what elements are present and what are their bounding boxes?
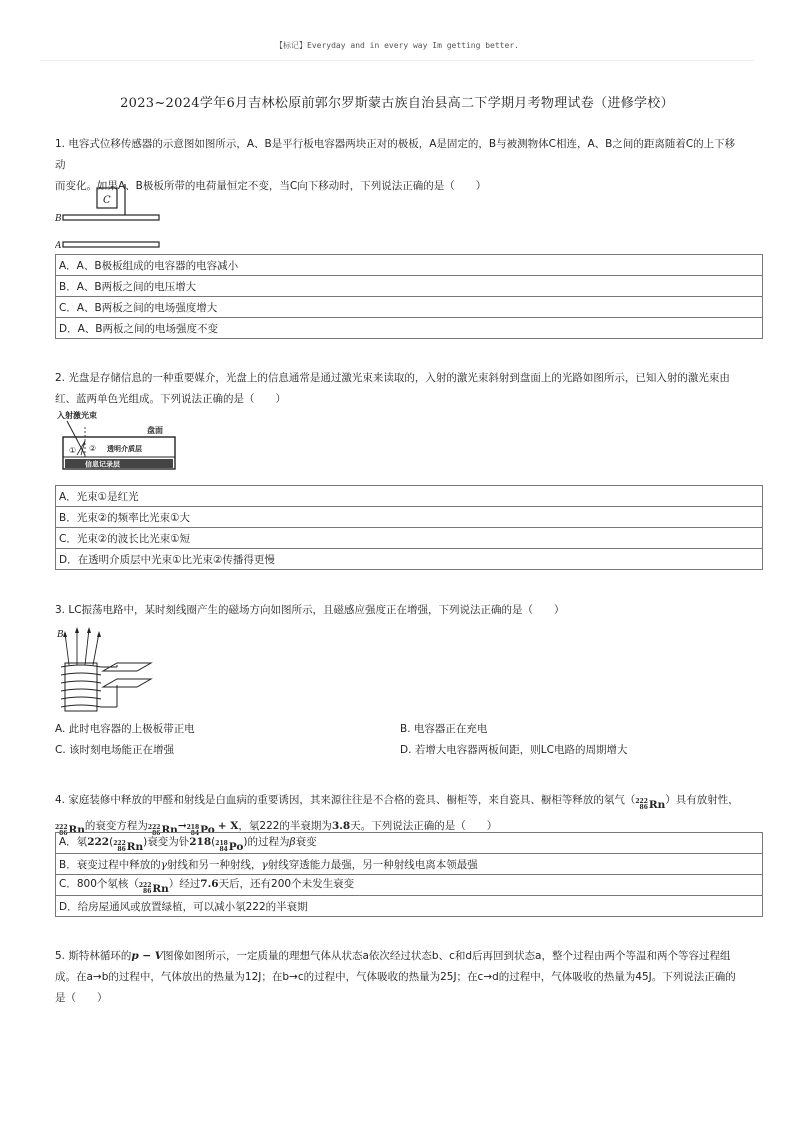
question-3-option-b[interactable]: B. 电容器正在充电 bbox=[400, 723, 488, 735]
question-3 bbox=[55, 600, 745, 621]
question-5-stem-line2: 成。在a→b的过程中，气体放出的热量为12J；在b→c的过程中，气体吸收的热量为25J；在c→d的过程中，气体吸收的热量为45J。下列说法正确的 bbox=[55, 971, 736, 983]
po-mass-inline: 218 bbox=[189, 835, 212, 848]
label-b: B bbox=[55, 214, 62, 224]
question-2-option-a[interactable]: A．光束①是红光 bbox=[56, 486, 763, 507]
capacitor-bottom-plate bbox=[103, 679, 151, 687]
opt-text: 射线穿透能力最强，另一种射线电离本领最强 bbox=[267, 858, 478, 871]
rn-nuclide bbox=[635, 795, 665, 816]
rn-nuclide bbox=[113, 841, 143, 853]
gamma-symbol: γ bbox=[261, 858, 268, 871]
question-5-stem-line3: 是（ ） bbox=[55, 992, 108, 1004]
label-info-layer: 信息记录层 bbox=[85, 460, 120, 469]
question-4-option-c[interactable] bbox=[56, 875, 763, 896]
q4-text: 天。下列说法正确的是（ ） bbox=[350, 819, 498, 832]
question-3-lc-figure bbox=[55, 625, 155, 715]
rn-mass: 222 bbox=[138, 881, 152, 889]
rn-mass-inline: 222 bbox=[87, 835, 110, 848]
question-4-options bbox=[55, 829, 763, 917]
field-line-1 bbox=[65, 633, 69, 665]
field-line-4 bbox=[93, 633, 99, 665]
label-field-b: B bbox=[57, 630, 64, 640]
opt-text: 衰变为钋 bbox=[147, 835, 190, 848]
question-1-stem-line1: 1. 电容式位移传感器的示意图如图所示，A、B是平行板电容器两块正对的极板，A是固定的，B与被测物体C相连，A、B之间的距离随着C的上下移动 bbox=[55, 138, 736, 171]
days-value: 7.6 bbox=[200, 877, 219, 890]
label-c: C bbox=[103, 195, 111, 206]
po-symbol: Po bbox=[228, 840, 244, 853]
question-1-capacitor-figure bbox=[55, 182, 165, 252]
plate-a bbox=[63, 242, 159, 247]
winding-3 bbox=[61, 681, 101, 683]
winding-1 bbox=[61, 665, 101, 667]
coil-core bbox=[65, 663, 97, 711]
rn-symbol: Rn bbox=[68, 824, 85, 836]
winding-6 bbox=[61, 705, 101, 707]
po-z: 84 bbox=[190, 829, 200, 837]
question-1-option-c[interactable]: C．A、B两板之间的电场强度增大 bbox=[56, 297, 763, 318]
rn-nuclide bbox=[139, 883, 169, 895]
po-symbol: Po bbox=[200, 824, 215, 836]
arrowhead-2 bbox=[75, 627, 79, 633]
opt-text: 衰变 bbox=[295, 835, 317, 848]
opt-text: B．衰变过程中释放的 bbox=[59, 858, 161, 871]
coil-windings bbox=[61, 665, 101, 707]
question-4-option-b[interactable] bbox=[56, 854, 763, 875]
header-motto: 【标记】Everyday and in every way Im getting better. bbox=[275, 41, 519, 50]
winding-2 bbox=[61, 673, 101, 675]
field-line-3 bbox=[85, 629, 89, 665]
question-1-options bbox=[55, 254, 763, 339]
question-1-option-a[interactable]: A．A、B极板组成的电容器的电容减小 bbox=[56, 255, 763, 276]
question-2-option-d[interactable]: D．在透明介质层中光束①比光束②传播得更慢 bbox=[56, 549, 763, 570]
question-4-stem-line1 bbox=[55, 790, 755, 816]
question-2-disc-figure bbox=[55, 409, 185, 481]
question-3-option-d[interactable]: D. 若增大电容器两板间距，则LC电路的周期增大 bbox=[400, 744, 628, 756]
label-transparent-layer: 透明介质层 bbox=[107, 445, 142, 453]
question-5 bbox=[55, 946, 755, 1009]
rn-mass: 222 bbox=[113, 839, 126, 847]
opt-text: C．800个氡核（ bbox=[59, 877, 139, 890]
question-2 bbox=[55, 368, 745, 410]
plus-x: + X bbox=[217, 819, 239, 832]
rn-symbol: Rn bbox=[152, 882, 169, 895]
question-3-options bbox=[55, 718, 745, 760]
opt-text: ）经过 bbox=[168, 877, 201, 890]
rn-mass: 222 bbox=[55, 823, 68, 831]
rn-mass: 222 bbox=[635, 798, 648, 805]
po-nuclide bbox=[215, 841, 243, 853]
question-5-stem-line1 bbox=[55, 946, 755, 967]
question-2-options bbox=[55, 485, 763, 570]
rn-symbol: Rn bbox=[126, 840, 144, 853]
question-1-option-d[interactable]: D．A、B两板之间的电场强度不变 bbox=[56, 318, 763, 339]
rn-z: 86 bbox=[152, 829, 161, 837]
label-ray-1: ① bbox=[69, 446, 77, 455]
label-ray-2: ② bbox=[89, 444, 97, 453]
question-5-stem bbox=[55, 946, 755, 1009]
label-a: A bbox=[55, 241, 62, 251]
beta-symbol: β bbox=[289, 835, 296, 848]
question-2-stem-line1: 2. 光盘是存储信息的一种重要媒介，光盘上的信息通常是通过激光束来读取的，入射的激光束斜射到盘面上的光路如图所示，已知入射的激光束由 bbox=[55, 372, 730, 384]
label-incident-beam: 入射激光束 bbox=[57, 411, 97, 420]
question-2-option-b[interactable]: B．光束②的频率比光束①大 bbox=[56, 507, 763, 528]
po-mass: 218 bbox=[186, 823, 200, 831]
rn-z: 86 bbox=[143, 887, 152, 895]
question-1-stem-line2: 而变化。如果A、B极板所带的电荷量恒定不变，当C向下移动时，下列说法正确的是（ ） bbox=[55, 180, 487, 192]
winding-4 bbox=[61, 689, 101, 691]
gamma-symbol: γ bbox=[160, 858, 167, 871]
question-1-option-b[interactable]: B．A、B两板之间的电压增大 bbox=[56, 276, 763, 297]
rn-mass: 222 bbox=[147, 823, 161, 831]
q4-text: ，氡222的半衰期为 bbox=[238, 819, 332, 832]
plate-b bbox=[63, 215, 159, 220]
question-3-option-c[interactable]: C. 该时刻电场能正在增强 bbox=[55, 744, 175, 756]
q5-text: 图像如图所示，一定质量的理想气体从状态a依次经过状态b、c和d后再回到状态a，整个过程由两个等温和两个等容过程组 bbox=[162, 950, 731, 962]
question-3-option-a[interactable]: A. 此时电容器的上极板带正电 bbox=[55, 723, 195, 735]
pv-symbol: p − V bbox=[131, 950, 163, 962]
arrowhead-4 bbox=[97, 631, 101, 637]
po-z: 84 bbox=[219, 845, 228, 853]
po-mass: 218 bbox=[215, 839, 228, 847]
arrowhead-3 bbox=[87, 627, 91, 633]
question-3-stem bbox=[55, 600, 745, 621]
opt-text: A．氡 bbox=[59, 835, 88, 848]
capacitor-top-plate bbox=[103, 663, 151, 671]
opt-text: 的过程为 bbox=[247, 835, 290, 848]
q4-text: 的衰变方程为 bbox=[84, 819, 148, 832]
q5-text: 5. 斯特林循环的 bbox=[55, 950, 132, 962]
question-2-stem-line2: 红、蓝两单色光组成。下列说法正确的是（ ） bbox=[55, 393, 286, 405]
q4-text: 4. 家庭装修中释放的甲醛和射线是白血病的重要诱因，其来源往往是不合格的瓷具、橱柜等，来自瓷具、橱柜等释放的氡气（ bbox=[55, 794, 636, 806]
label-disc-surface: 盘面 bbox=[147, 426, 163, 435]
page-title: 2023~2024学年6月吉林松原前郭尔罗斯蒙古族自治县高二下学期月考物理试卷（进修学校） bbox=[120, 96, 674, 111]
q4-text: ）具有放射性， bbox=[665, 794, 739, 806]
rn-symbol: Rn bbox=[648, 798, 666, 811]
rn-symbol: Rn bbox=[161, 824, 178, 836]
question-2-option-c[interactable]: C．光束②的波长比光束①短 bbox=[56, 528, 763, 549]
question-4-option-d[interactable]: D．给房屋通风或放置绿植，可以减小氡222的半衰期 bbox=[56, 896, 763, 917]
half-life-value: 3.8 bbox=[331, 819, 351, 832]
opt-text: 射线和另一种射线， bbox=[166, 858, 262, 871]
question-4-option-a[interactable]: A．氡222( 222 86 Rn )衰变为钋218( 218 84 Po )的过程为β衰变 bbox=[56, 833, 763, 854]
winding-5 bbox=[61, 697, 101, 699]
question-3-stem-line1: 3. LC振荡电路中，某时刻线圈产生的磁场方向如图所示，且磁感应强度正在增强，下列说法正确的是（ ） bbox=[55, 604, 565, 616]
rn-z: 86 bbox=[59, 829, 68, 837]
opt-text: 天后，还有200个未发生衰变 bbox=[218, 877, 355, 890]
question-2-stem bbox=[55, 368, 745, 410]
rn-z: 86 bbox=[639, 804, 648, 811]
header-divider bbox=[40, 60, 754, 61]
decay-arrow: → bbox=[177, 819, 187, 832]
rn-z: 86 bbox=[117, 845, 126, 853]
